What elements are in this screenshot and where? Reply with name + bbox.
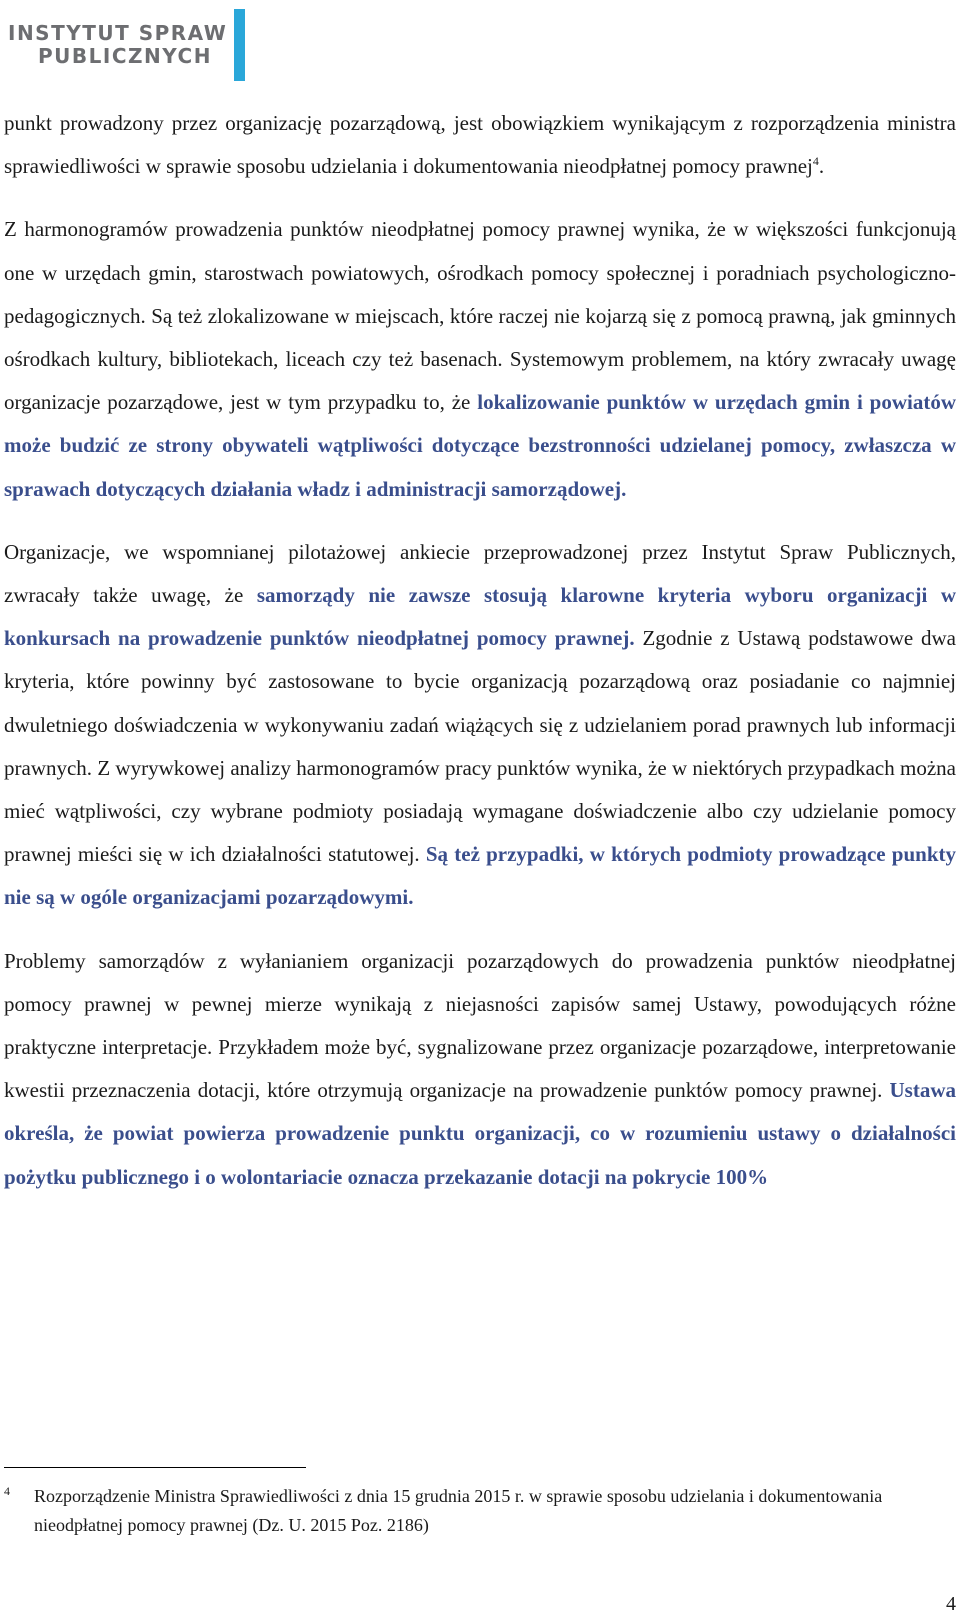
page-number: 4: [946, 1593, 956, 1615]
footnote-number: 4: [4, 1484, 10, 1498]
logo-wordmark: [8, 22, 227, 68]
paragraph-2-text: Z harmonogramów prowadzenia punktów nieodpłatnej pomocy prawnej wynika, że w większości funkcjonują one w urzędach gmin, starostwach powiatowych, ośrodkach pomocy społecznej i poradniach psychologiczno-pedagogicznych. Są też zlokalizowane w miejscach, które raczej nie kojarzą się z pomocą prawną, jak gminnych ośrodkach kultury, bibliotekach, liceach czy też basenach. Systemowym problemem, na który zwracały uwagę organizacje pozarządowe, jest w tym przypadku to, że: [4, 217, 956, 415]
institute-logo: [8, 10, 245, 80]
footnote-separator: [4, 1467, 306, 1468]
paragraph-4: [4, 940, 956, 1199]
paragraph-4-text: Problemy samorządów z wyłanianiem organizacji pozarządowych do prowadzenia punktów nieodpłatnej pomocy prawnej w pewnej mierze wynikają z niejasności zapisów samej Ustawy, powodujących różne praktyczne interpretacje. Przykładem może być, sygnalizowane przez organizacje pozarządowe, interpretowanie kwestii przeznaczenia dotacji, które otrzymują organizacje na prowadzenie punktów pomocy prawnej.: [4, 948, 956, 1103]
paragraph-2-highlight: lokalizowanie punktów w urzędach gmin i powiatów może budzić ze strony obywateli wątpliwości dotyczące bezstronności udzielanej pomocy, zwłaszcza w sprawach dotyczących działania władz i administracji samorządowej.: [4, 390, 957, 501]
paragraph-3-highlight-b: Są też przypadki, w których podmioty prowadzące punkty nie są w ogóle organizacjami pozarządowymi.: [4, 842, 957, 910]
footnote-text: Rozporządzenie Ministra Sprawiedliwości z dnia 15 grudnia 2015 r. w sprawie sposobu udzielania i dokumentowania nieodpłatnej pomocy prawnej (Dz. U. 2015 Poz. 2186): [34, 1486, 883, 1535]
document-body: [4, 102, 956, 1219]
paragraph-1: [4, 102, 956, 188]
footnote: [4, 1482, 956, 1540]
footnote-reference: 4: [812, 154, 819, 169]
logo-line-1: INSTYTUT SPRAW: [8, 21, 228, 45]
logo-accent-bar: [234, 9, 245, 81]
paragraph-3-text-a: Organizacje, we wspomnianej pilotażowej ankiecie przeprowadzonej przez Instytut Spraw Publicznych, zwracały także uwagę, że: [4, 539, 956, 608]
paragraph-4-highlight: Ustawa określa, że powiat powierza prowadzenie punktu organizacji, co w rozumieniu ustawy o działalności pożytku publicznego i o wolontariacie oznacza przekazanie dotacji na pokrycie 100%: [4, 1078, 956, 1189]
paragraph-2: [4, 208, 956, 510]
paragraph-3-highlight-a: samorządy nie zawsze stosują klarowne kryteria wyboru organizacji w konkursach na prowadzenie punktów nieodpłatnej pomocy prawnej.: [4, 583, 956, 651]
logo-line-2: PUBLICZNYCH: [38, 44, 212, 68]
paragraph-3: [4, 531, 956, 920]
paragraph-3-text-b: Zgodnie z Ustawą podstawowe dwa kryteria, które powinny być zastosowane to bycie organizacją pozarządową oraz posiadanie co najmniej dwuletniego doświadczenia w wykonywaniu zadań wiążących się z udzielaniem porad prawnych lub informacji prawnych. Z wyrywkowej analizy harmonogramów pracy punktów wynika, że w niektórych przypadkach można mieć wątpliwości, czy wybrane podmioty posiadają wymagane doświadczenie albo czy udzielanie pomocy prawnej mieści się w ich działalności statutowej.: [4, 626, 957, 867]
paragraph-1-end: .: [818, 154, 825, 179]
paragraph-1-text: punkt prowadzony przez organizację pozarządową, jest obowiązkiem wynikającym z rozporządzenia ministra sprawiedliwości w sprawie sposobu udzielania i dokumentowania nieodpłatnej pomocy prawnej: [4, 111, 956, 179]
